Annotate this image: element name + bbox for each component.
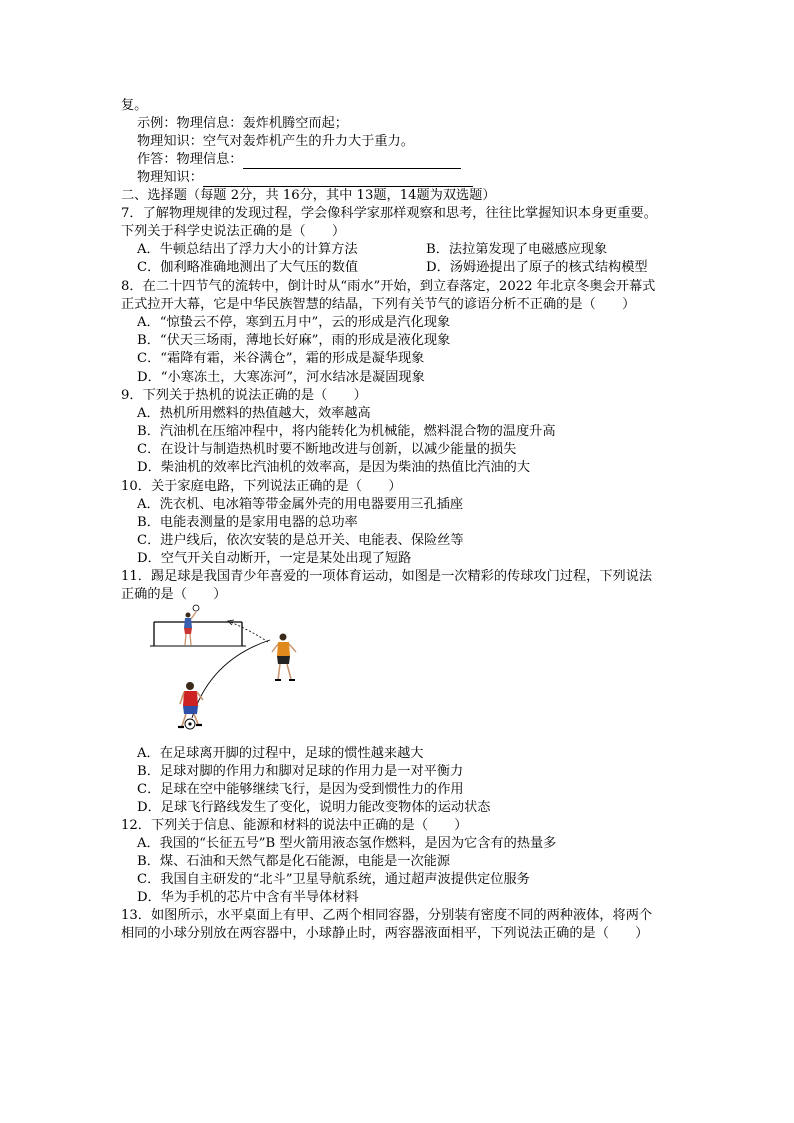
answer-knowledge-row [137, 169, 473, 187]
q8-stem-1: 8．在二十四节气的流转中，倒计时从“雨水”开始，到立春落定，2022 年北京冬奥会开幕式 [121, 279, 656, 294]
q12-stem: 12．下列关于信息、能源和材料的说法中正确的是（ ） [121, 818, 468, 833]
q12-option-d: D．华为手机的芯片中含有半导体材料 [137, 890, 359, 905]
player-at-goal-icon [184, 605, 199, 645]
q9-option-c: C．在设计与制造热机时要不断地改进与创新，以减少能量的损失 [137, 442, 517, 457]
q10-option-a: A．洗衣机、电冰箱等带金属外壳的用电器要用三孔插座 [137, 497, 464, 512]
q8-option-c: C．“霜降有霜，米谷满仓”，霜的形成是凝华现象 [137, 351, 425, 366]
q11-option-a: A．在足球离开脚的过程中，足球的惯性越来越大 [137, 746, 424, 761]
q8-option-b: B．“伏天三场雨，薄地长好麻”，雨的形成是液化现象 [137, 333, 451, 348]
intro-fragment: 复。 [121, 98, 148, 113]
q10-option-c: C．进户线后，依次安装的是总开关、电能表、保险丝等 [137, 533, 464, 548]
goal-icon [150, 622, 246, 646]
soccer-pass-figure [150, 600, 320, 740]
answer-knowledge-label: 物理知识： [137, 170, 203, 185]
section-heading: 二、选择题（每题 2分，共 16分，其中 13题，14题为双选题） [121, 188, 496, 203]
q12-option-b: B．煤、石油和天然气都是化石能源，电能是一次能源 [137, 854, 451, 869]
q9-option-a: A．热机所用燃料的热值越大，效率越高 [137, 406, 371, 421]
player-receiver-icon [272, 634, 296, 681]
answer-info-row [137, 151, 461, 169]
q11-option-c: C．足球在空中能够继续飞行，是因为受到惯性力的作用 [137, 782, 464, 797]
q13-stem-1: 13．如图所示，水平桌面上有甲、乙两个相同容器，分别装有密度不同的两种液体，将两个 [121, 908, 653, 923]
q8-stem-2: 正式拉开大幕，它是中华民族智慧的结晶，下列有关节气的谚语分析不正确的是（ ） [121, 297, 636, 312]
q10-stem: 10．关于家庭电路，下列说法正确的是（ ） [121, 479, 402, 494]
q9-option-d: D．柴油机的效率比汽油机的效率高，是因为柴油的热值比汽油的大 [137, 460, 531, 475]
q11-stem-2: 正确的是（ ） [121, 587, 227, 602]
q10-option-b: B．电能表测量的是家用电器的总功率 [137, 515, 358, 530]
q8-option-a: A．“惊蛰云不停，寒到五月中”，云的形成是汽化现象 [137, 315, 451, 330]
pass-arrow-icon [228, 620, 268, 642]
q8-option-d: D．“小寒冻土，大寒冻河”，河水结冰是凝固现象 [137, 370, 425, 385]
example-info: 示例：物理信息：轰炸机腾空而起； [137, 116, 348, 131]
q7-option-b: B．法拉第发现了电磁感应现象 [426, 242, 608, 257]
q7-stem-1: 7．了解物理规律的发现过程，学会像科学家那样观察和思考，往往比掌握知识本身更重要。 [121, 206, 657, 221]
q11-option-d: D．足球飞行路线发生了变化，说明力能改变物体的运动状态 [137, 800, 491, 815]
q7-option-c: C．伽利略准确地测出了大气压的数值 [137, 260, 359, 275]
q11-stem-1: 11．踢足球是我国青少年喜爱的一项体育运动，如图是一次精彩的传球攻门过程，下列说法 [121, 569, 653, 584]
answer-knowledge-blank[interactable] [203, 172, 473, 187]
q12-option-c: C．我国自主研发的“北斗”卫星导航系统，通过超声波提供定位服务 [137, 872, 530, 887]
q10-option-d: D．空气开关自动断开，一定是某处出现了短路 [137, 551, 412, 566]
answer-info-label: 作答：物理信息： [137, 152, 243, 167]
q7-stem-2: 下列关于科学史说法正确的是（ ） [121, 224, 346, 239]
example-knowledge: 物理知识：空气对轰炸机产生的升力大于重力。 [137, 134, 414, 149]
ball-trajectory [192, 640, 270, 718]
q9-option-b: B．汽油机在压缩冲程中，将内能转化为机械能，燃料混合物的温度升高 [137, 424, 556, 439]
q7-option-a: A．牛顿总结出了浮力大小的计算方法 [137, 242, 358, 257]
q9-stem: 9．下列关于热机的说法正确的是（ ） [121, 388, 367, 403]
q13-stem-2: 相同的小球分别放在两容器中，小球静止时，两容器液面相平，下列说法正确的是（ ） [121, 926, 649, 941]
soccer-ball-icon [185, 719, 195, 729]
q11-option-b: B．足球对脚的作用力和脚对足球的作用力是一对平衡力 [137, 764, 464, 779]
q12-option-a: A．我国的“长征五号”B 型火箭用液态氢作燃料，是因为它含有的热量多 [137, 836, 557, 851]
answer-info-blank[interactable] [243, 154, 461, 169]
q7-option-d: D．汤姆逊提出了原子的核式结构模型 [426, 260, 648, 275]
